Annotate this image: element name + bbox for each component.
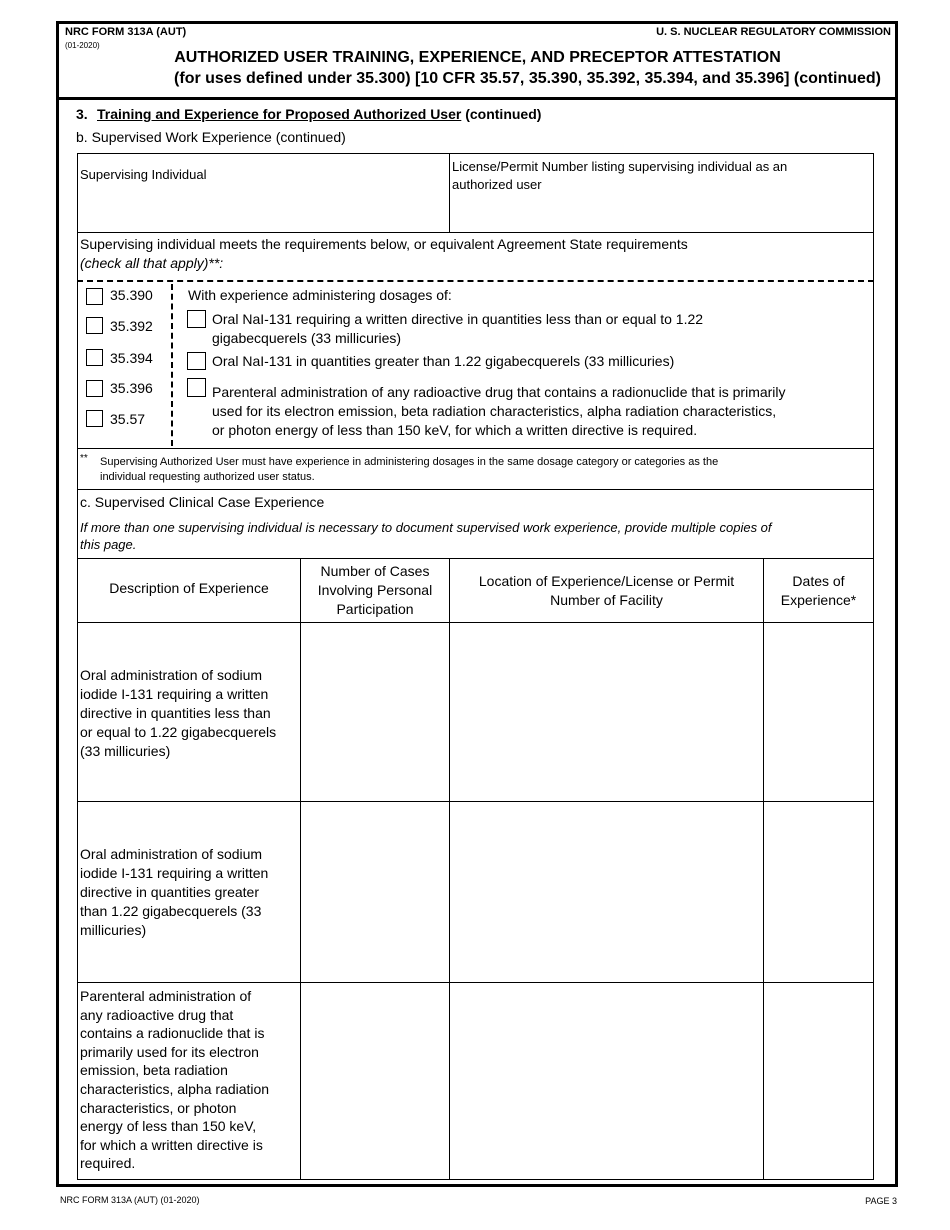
supervising-individual-input[interactable]	[82, 192, 448, 228]
row-divider-3	[77, 489, 874, 490]
header-dates	[764, 572, 873, 610]
option-oral-nai-low	[212, 310, 703, 348]
option-line: gigabecquerels (33 millicuries)	[212, 330, 402, 346]
header-location	[450, 572, 763, 610]
row3-dates-input[interactable]	[766, 986, 874, 1178]
row-line: millicuries)	[80, 922, 147, 938]
form-id: NRC FORM 313A (AUT)	[65, 26, 187, 38]
row2-location-input[interactable]	[452, 805, 764, 981]
row-line: primarily used for its electron	[80, 1043, 259, 1060]
footnote-line: Supervising Authorized User must have experience in administering dosages in the same dosage category or categories as the	[100, 456, 719, 468]
row-line: directive in quantities greater	[80, 884, 259, 900]
header-line: Number of Facility	[550, 592, 663, 608]
section-title-wrap	[97, 106, 541, 122]
checkbox-35-394[interactable]	[86, 349, 103, 366]
supervising-individual-label: Supervising Individual	[80, 167, 207, 182]
section-title-suffix: (continued)	[461, 106, 542, 122]
option-line: Parenteral administration of any radioactive drug that contains a radionuclide that is primarily	[212, 384, 786, 400]
regulation-label: 35.394	[110, 350, 153, 366]
row-line: emission, beta radiation	[80, 1062, 228, 1079]
note-line: this page.	[80, 537, 137, 552]
row-line: energy of less than 150 keV,	[80, 1118, 257, 1135]
row-divider-4	[77, 558, 874, 559]
row-line: characteristics, alpha radiation	[80, 1080, 270, 1097]
row-divider-1	[77, 232, 874, 233]
option-oral-nai-high: Oral NaI-131 in quantities greater than 1.22 gigabecquerels (33 millicuries)	[212, 353, 675, 369]
row-line: Parenteral administration of	[80, 988, 252, 1004]
regulation-label: 35.390	[110, 287, 153, 303]
supervisor-divider	[449, 153, 450, 232]
form-subtitle: (for uses defined under 35.300) [10 CFR 35.57, 35.390, 35.392, 35.394, and 35.396] (continued)	[174, 70, 881, 87]
subsection-b-title: b. Supervised Work Experience (continued)	[76, 129, 346, 145]
table-row-divider-1	[77, 801, 874, 802]
checkbox-35-396[interactable]	[86, 380, 103, 397]
checkbox-35-392[interactable]	[86, 317, 103, 334]
option-line: or photon energy of less than 150 keV, for which a written directive is required.	[212, 422, 698, 438]
table-row	[80, 666, 276, 761]
option-line: Oral NaI-131 requiring a written directive in quantities less than or equal to 1.22	[212, 311, 704, 327]
table-row	[80, 845, 268, 940]
requirements-text: Supervising individual meets the requirements below, or equivalent Agreement State requirements	[80, 236, 688, 252]
row-line: than 1.22 gigabecquerels (33	[80, 903, 262, 919]
agency-name: U. S. NUCLEAR REGULATORY COMMISSION	[656, 26, 891, 38]
row-line: required.	[80, 1155, 136, 1172]
row-line: for which a written directive is	[80, 1136, 263, 1153]
license-permit-input[interactable]	[454, 196, 870, 230]
form-title: AUTHORIZED USER TRAINING, EXPERIENCE, AND PRECEPTOR ATTESTATION	[174, 49, 781, 66]
header-cases	[301, 562, 449, 619]
table-col-divider-1	[300, 558, 301, 1180]
row-line: or equal to 1.22 gigabecquerels	[80, 724, 277, 740]
footer-form-id: NRC FORM 313A (AUT) (01-2020)	[60, 1195, 200, 1205]
row3-location-input[interactable]	[452, 986, 764, 1178]
row1-dates-input[interactable]	[766, 626, 874, 800]
row-line: characteristics, or photon	[80, 1099, 237, 1116]
header-line: Location of Experience/License or Permit	[478, 573, 735, 589]
row-line: iodide I-131 requiring a written	[80, 686, 269, 702]
option-line: used for its electron emission, beta radiation characteristics, alpha radiation characteristics,	[212, 403, 777, 419]
section-number: 3.	[76, 106, 88, 122]
checkbox-oral-nai-low[interactable]	[187, 310, 206, 328]
row2-cases-input[interactable]	[303, 805, 450, 981]
checkbox-35-57[interactable]	[86, 410, 103, 427]
row3-cases-input[interactable]	[303, 986, 450, 1178]
row-line: iodide I-131 requiring a written	[80, 865, 269, 881]
row-line: (33 millicuries)	[80, 743, 171, 759]
regulation-label: 35.392	[110, 318, 153, 334]
note-line: If more than one supervising individual is necessary to document supervised work experience, provide multiple copies of	[80, 520, 772, 535]
table-header-divider	[77, 622, 874, 623]
option-parenteral	[212, 383, 786, 440]
header-line: Involving Personal	[317, 582, 433, 598]
table-row-divider-2	[77, 982, 874, 983]
checkbox-column-divider	[171, 284, 173, 446]
header-line: Number of Cases	[320, 563, 430, 579]
header-line: Dates of	[792, 573, 845, 589]
page-number: PAGE 3	[865, 1196, 897, 1206]
dashed-divider	[77, 280, 874, 282]
row1-location-input[interactable]	[452, 626, 764, 800]
row-line: contains a radionuclide that is	[80, 1025, 265, 1042]
checkbox-35-390[interactable]	[86, 288, 103, 305]
row-line: directive in quantities less than	[80, 705, 271, 721]
header-divider	[56, 97, 898, 100]
subsection-c-note	[80, 519, 772, 553]
table-row	[80, 987, 269, 1173]
checkbox-oral-nai-high[interactable]	[187, 352, 206, 370]
license-permit-label: License/Permit Number listing supervising individual as an authorized user	[452, 159, 788, 192]
experience-intro: With experience administering dosages of:	[188, 287, 452, 303]
regulation-label: 35.396	[110, 380, 153, 396]
header-line: Participation	[336, 601, 414, 617]
header-line: Experience*	[780, 592, 857, 608]
section-title: Training and Experience for Proposed Authorized User	[97, 106, 462, 122]
subsection-c-title: c. Supervised Clinical Case Experience	[80, 494, 325, 510]
row1-cases-input[interactable]	[303, 626, 450, 800]
row-line: Oral administration of sodium	[80, 846, 263, 862]
footnote-mark: **	[80, 453, 88, 464]
footnote-text	[100, 455, 718, 485]
requirements-note: (check all that apply)**:	[80, 255, 224, 271]
header-description: Description of Experience	[109, 580, 269, 596]
checkbox-parenteral[interactable]	[187, 378, 206, 397]
footnote-line: individual requesting authorized user status.	[100, 471, 315, 483]
regulation-label: 35.57	[110, 411, 146, 427]
row2-dates-input[interactable]	[766, 805, 874, 981]
row-line: any radioactive drug that	[80, 1006, 234, 1023]
form-date: (01-2020)	[65, 41, 100, 50]
row-divider-2	[77, 448, 874, 449]
row-line: Oral administration of sodium	[80, 667, 263, 683]
